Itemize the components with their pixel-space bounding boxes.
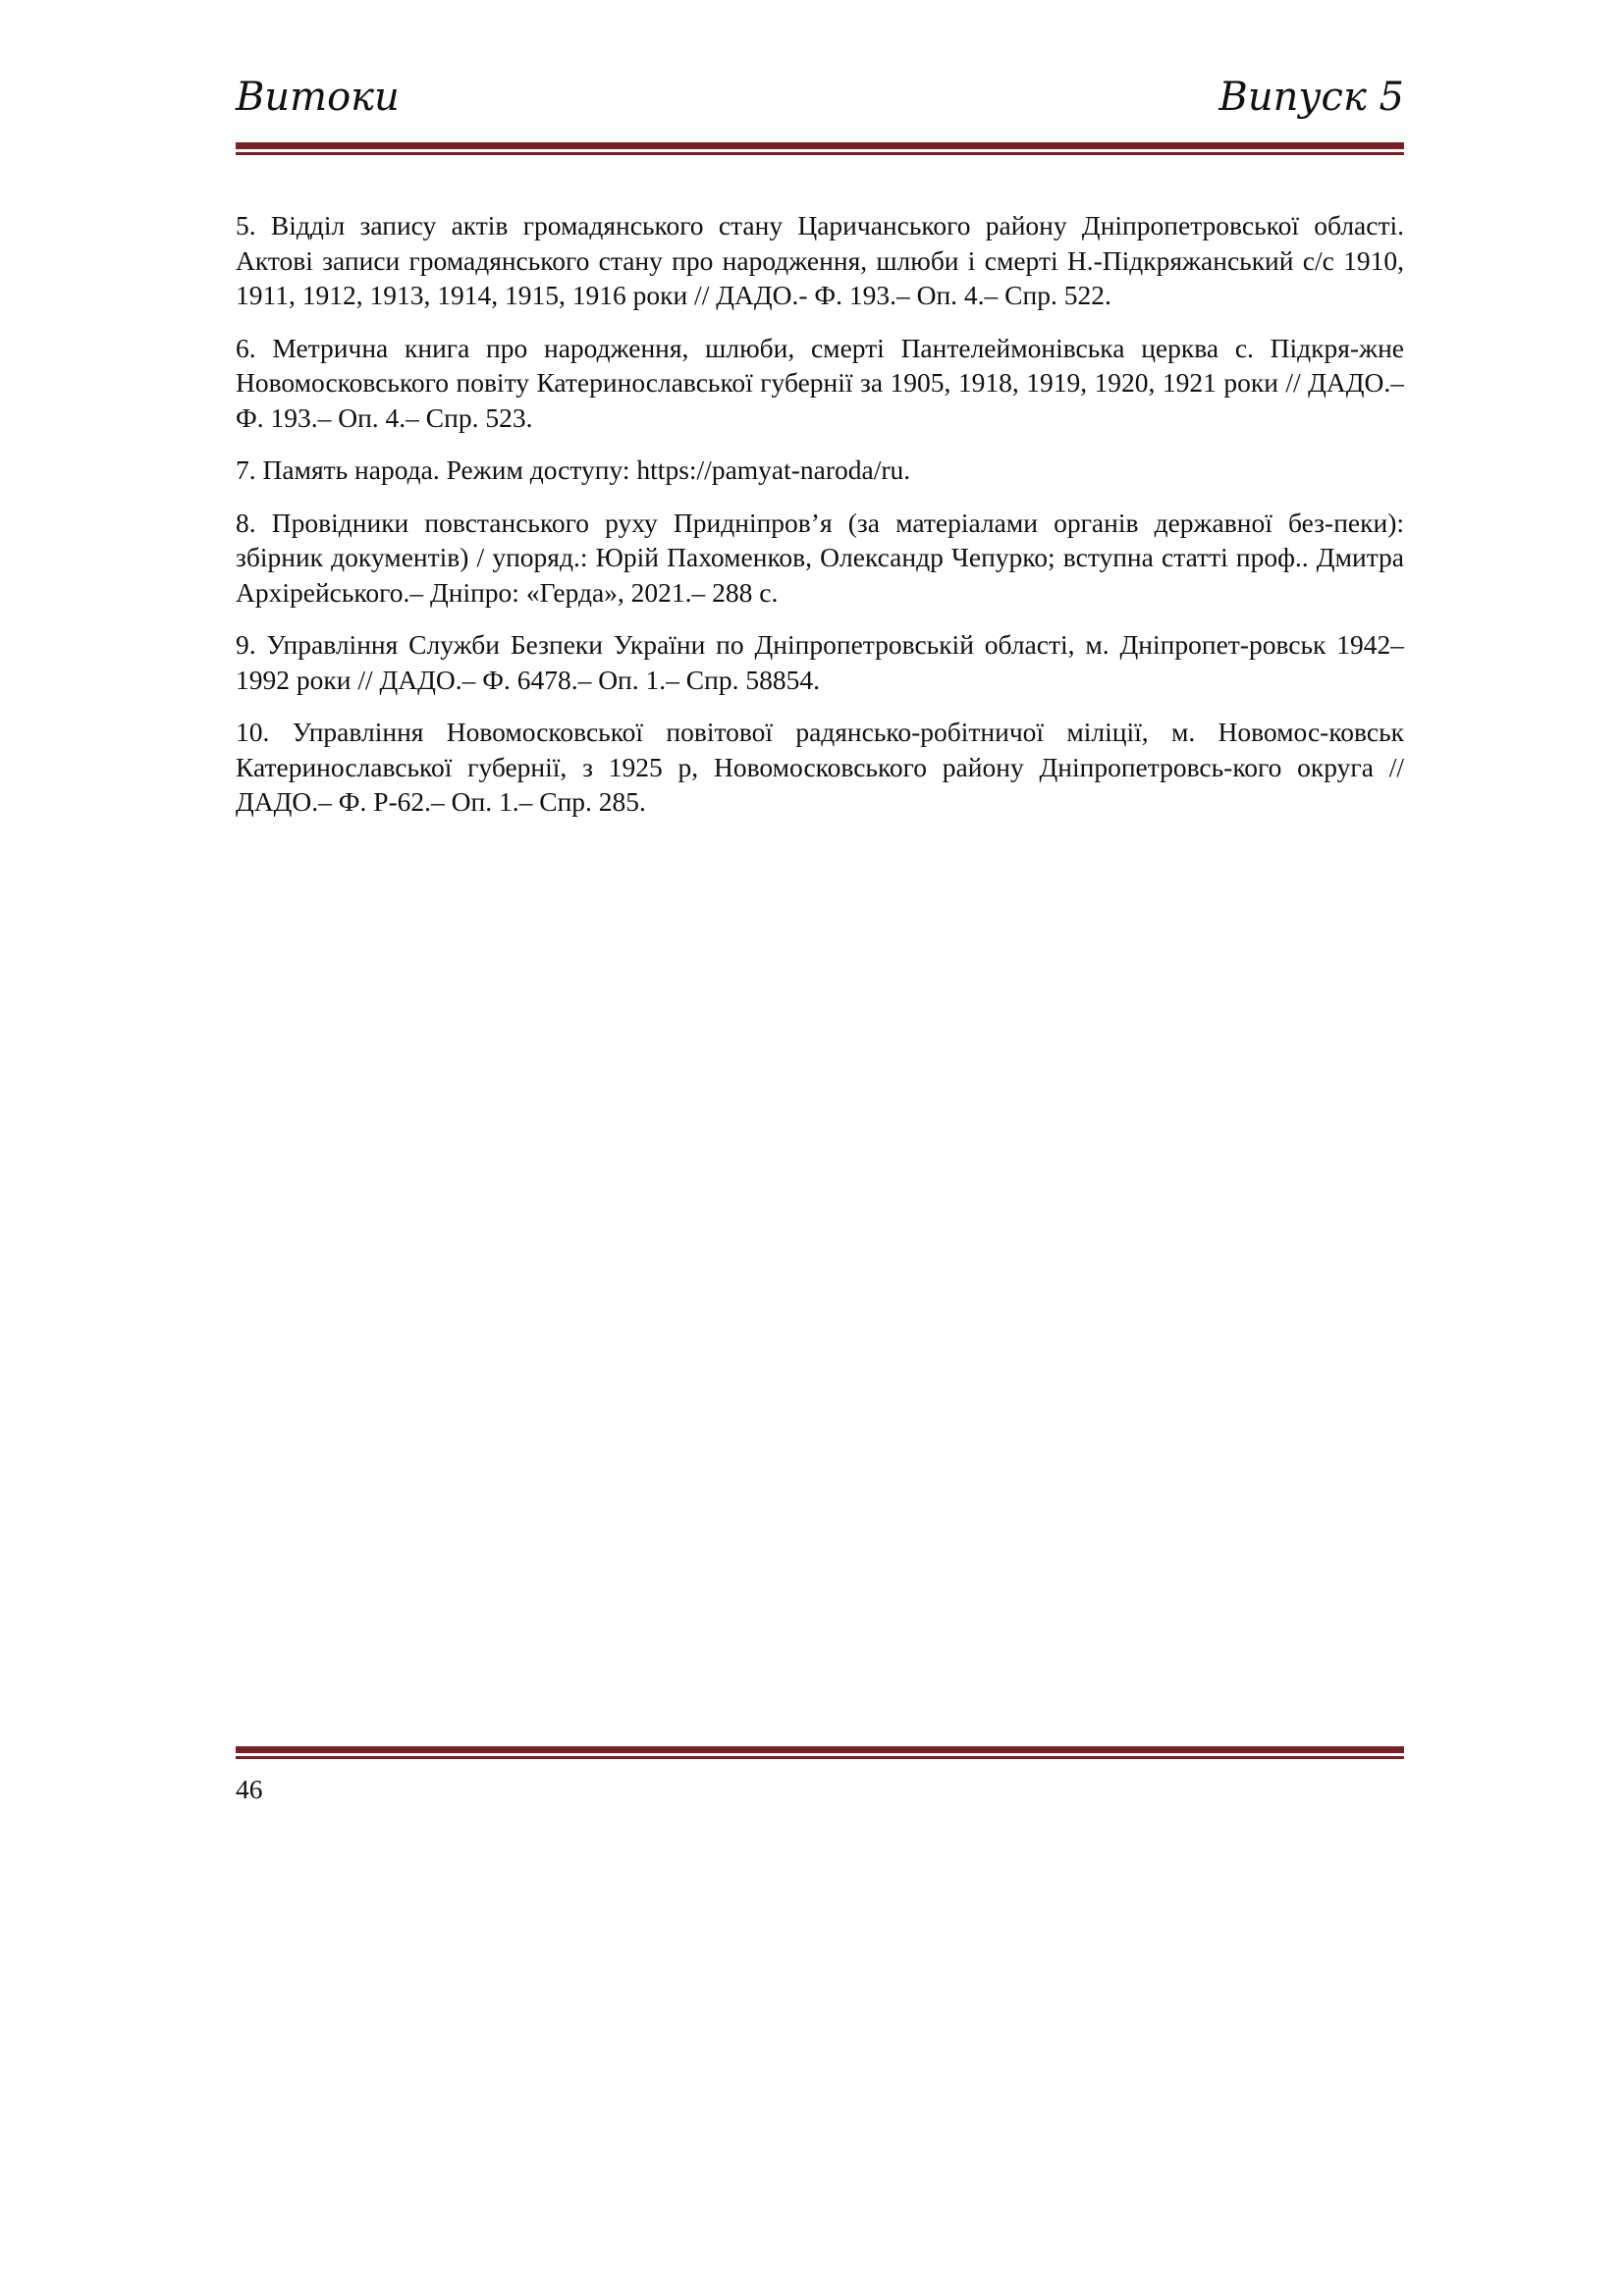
header-rule: [236, 142, 1404, 155]
reference-item-7: 7. Память народа. Режим доступу: https://pamyat-naroda/ru.: [236, 454, 911, 485]
journal-title: Витоки: [236, 75, 400, 120]
issue-title: Випуск 5: [1218, 75, 1404, 120]
page-number: 46: [236, 1774, 263, 1804]
footer-rule: [236, 1746, 1404, 1759]
running-header: [236, 75, 1404, 133]
reference-item-6: 6. Метрична книга про народження, шлюби, смерті Пантелеймонівська церква с. Підкря-жне Новомосковського повіту Катеринославської губернії за 1905, 1918, 1919, 1920, 1921 роки // ДАДО.– Ф. 193.– Оп. 4.– Спр. 523.: [236, 332, 1404, 433]
reference-item-8: 8. Провідники повстанського руху Придніпров’я (за матеріалами органів державної без-пеки): збірник документів) / упоряд.: Юрій Пахоменков, Олександр Чепурко; вступна статті проф.. Дмитра Архірейського.– Дніпро: «Герда», 2021.– 288 с.: [236, 507, 1404, 608]
reference-item-10: 10. Управління Новомосковської повітової радянсько-робітничої міліції, м. Новомос-ковськ Катеринославської губернії, з 1925 р, Новомосковського району Дніпропетровсь-кого округа // ДАДО.– Ф. Р-62.– Оп. 1.– Спр. 285.: [236, 717, 1404, 817]
reference-item-5: 5. Відділ запису актів громадянського стану Царичанського району Дніпропетровської області. Актові записи громадянського стану про народження, шлюби і смерті Н.-Підкряжанський с/с 1910, 1911, 1912, 1913, 1914, 1915, 1916 роки // ДАДО.- Ф. 193.– Оп. 4.– Спр. 522.: [236, 210, 1404, 310]
reference-list: [236, 208, 1404, 837]
reference-item-9: 9. Управління Служби Безпеки України по Дніпропетровській області, м. Дніпропет-ровськ 1942–1992 роки // ДАДО.– Ф. 6478.– Оп. 1.– Спр. 58854.: [236, 629, 1404, 695]
